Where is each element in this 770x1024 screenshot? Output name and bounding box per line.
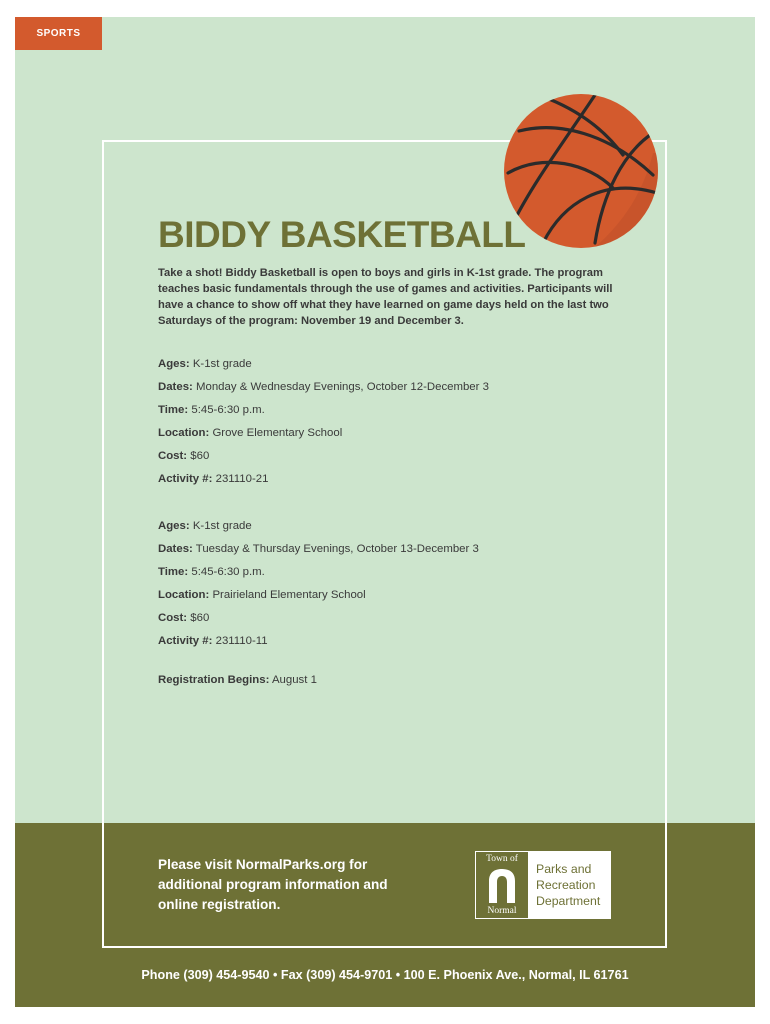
session-activity: Activity #: 231110-11 <box>158 635 268 647</box>
session-ages: Ages: K-1st grade <box>158 358 252 370</box>
town-of-normal-logo <box>475 851 611 919</box>
arch-icon <box>485 867 519 903</box>
session-cost: Cost: $60 <box>158 450 210 462</box>
logo-department-name: Parks and Recreation Department <box>536 862 601 908</box>
logo-bottom-text: Normal <box>487 906 517 916</box>
main-content <box>158 213 618 692</box>
contact-info: Phone (309) 454-9540 • Fax (309) 454-9701 • 100 E. Phoenix Ave., Normal, IL 61761 <box>141 968 629 982</box>
logo-top-text: Town of <box>486 854 518 864</box>
session-cost: Cost: $60 <box>158 612 210 624</box>
session-time: Time: 5:45-6:30 p.m. <box>158 404 265 416</box>
intro-paragraph: Take a shot! Biddy Basketball is open to boys and girls in K-1st grade. The program teaches basic fundamentals through the use of games and activities. Participants will have a chance to show off what they have learned on game days held on the last two Saturdays of the program: November 19 and December 3. <box>158 267 613 327</box>
session-location: Location: Grove Elementary School <box>158 427 343 439</box>
logo-mark <box>476 852 528 918</box>
session-ages: Ages: K-1st grade <box>158 520 252 532</box>
session-location: Location: Prairieland Elementary School <box>158 589 366 601</box>
page-title: BIDDY BASKETBALL <box>158 214 526 255</box>
session-1 <box>158 353 618 491</box>
category-tag: SPORTS <box>15 17 102 50</box>
website-callout: Please visit NormalParks.org for additional program information and online registration. <box>158 857 388 912</box>
session-activity: Activity #: 231110-21 <box>158 473 269 485</box>
session-2 <box>158 515 618 653</box>
session-dates: Dates: Tuesday & Thursday Evenings, October 13-December 3 <box>158 543 479 555</box>
flyer-page <box>15 17 755 1007</box>
session-time: Time: 5:45-6:30 p.m. <box>158 566 265 578</box>
registration-begins: Registration Begins: August 1 <box>158 674 317 686</box>
session-dates: Dates: Monday & Wednesday Evenings, October 12-December 3 <box>158 381 489 393</box>
